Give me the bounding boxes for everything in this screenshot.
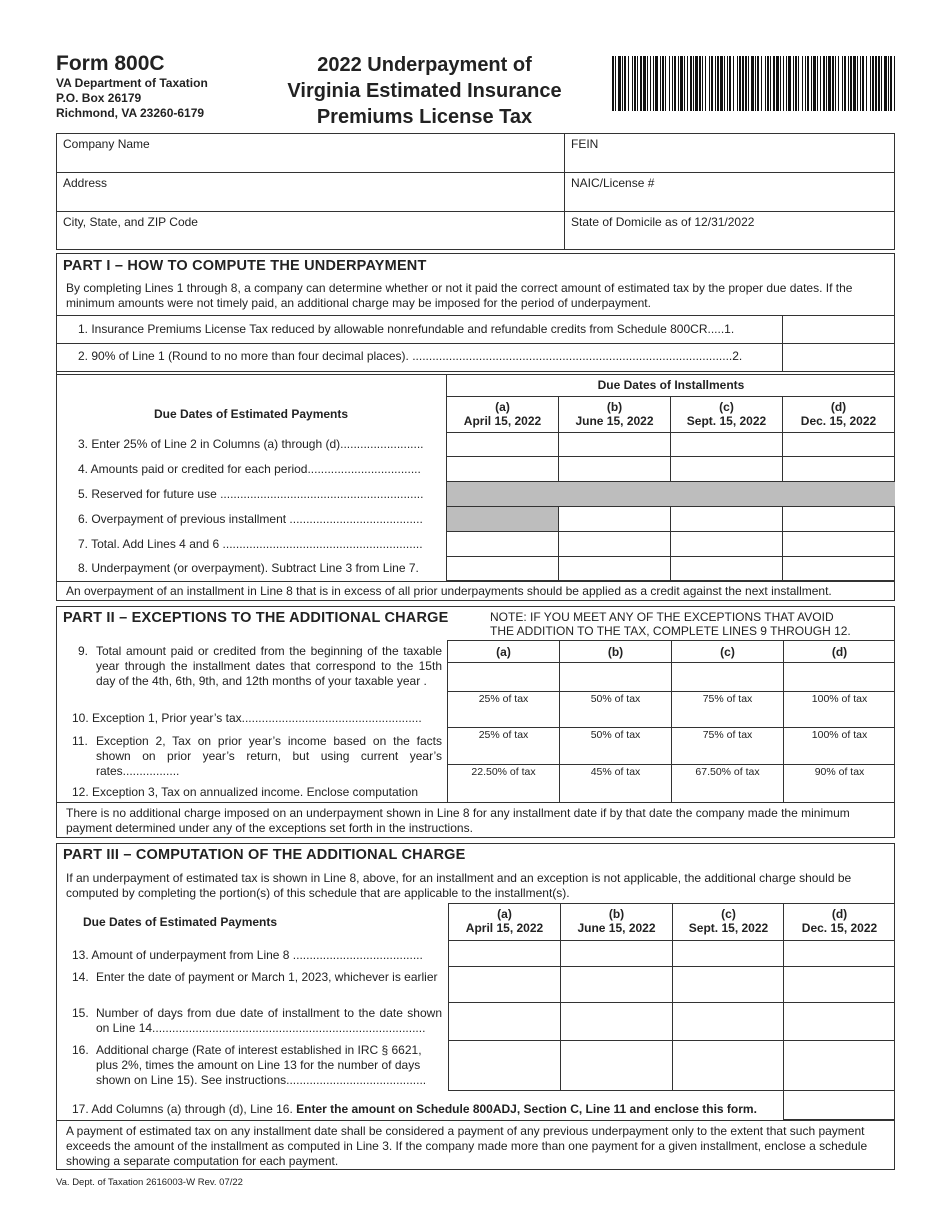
column-letter: (a) [495,400,510,414]
barcode-bar [835,56,836,111]
barcode-bar [695,56,698,111]
barcode-bar [793,56,794,111]
line-16-col-c-input[interactable] [673,1041,783,1090]
company-info-box [56,133,895,250]
part2-column-header-d: (d) [831,645,848,659]
barcode-bar [805,56,806,111]
line-13-col-b-input[interactable] [561,941,671,966]
agency-line-1: VA Department of Taxation [56,76,208,90]
barcode-bar [612,56,614,111]
part2-note [490,610,851,638]
line-3-col-d-input[interactable] [783,432,894,456]
barcode-bar [699,56,701,111]
barcode-bar [720,56,723,111]
column-letter: (a) [497,907,512,921]
part2-column-header-a: (a) [496,645,511,659]
line-3-col-b-input[interactable] [559,432,670,456]
line-9-number: 9. [78,644,89,658]
barcode-image [612,56,895,111]
barcode-bar [813,56,816,111]
line-10-col-a-percent[interactable]: 25% of tax [478,693,529,705]
column-date: Sept. 15, 2022 [688,921,769,935]
line-14-col-d-input[interactable] [784,967,894,1002]
line-7-label: 7. Total. Add Lines 4 and 6 ............................................................ [78,537,423,551]
barcode-bar [780,56,781,111]
column-letter: (c) [721,907,736,921]
line-10-label: 10. Exception 1, Prior year’s tax...................................................... [72,711,422,725]
column-date: Dec. 15, 2022 [801,921,878,935]
barcode-bar [729,56,731,111]
due-dates-installments-header: Due Dates of Installments [597,378,745,392]
line-12-col-b-percent[interactable]: 45% of tax [590,766,641,778]
barcode-bar [643,56,646,111]
part2-note-line-1: NOTE: IF YOU MEET ANY OF THE EXCEPTIONS THAT AVOID [490,610,834,624]
line-2-label: 2. 90% of Line 1 (Round to no more than four decimal places). ................................................................................................2. [78,349,743,363]
barcode-bar [875,56,877,111]
barcode-bar [765,56,766,111]
line-16-label: Additional charge (Rate of interest established in IRC § 6621, plus 2%, times the amount on Line 13 for the number of days shown on Line 15). See instructions.......................................... [96,1043,427,1087]
column-letter: (d) [831,907,848,921]
naic-license-field[interactable]: NAIC/License # [571,176,655,190]
barcode-bar [637,56,638,111]
title-line-3: Premiums License Tax [316,106,533,128]
part3-heading: PART III – COMPUTATION OF THE ADDITIONAL CHARGE [63,847,466,863]
line-15-col-c-input[interactable] [673,1003,783,1040]
barcode-bar [672,56,673,111]
line-16-col-a-input[interactable] [449,1041,559,1090]
line-8-col-b-input[interactable] [559,556,670,580]
line-14-number: 14. [72,970,89,984]
barcode-bar [662,56,664,111]
line-9-label: Total amount paid or credited from the beginning of the taxable year through the installment dates that correspond to the 15th day of the 4th, 6th, 9th, and 12th months of your taxable year . [96,644,442,688]
line-9-col-c-input[interactable] [672,663,783,691]
barcode-bar [773,56,775,111]
barcode-bar [823,56,825,111]
line-4-col-c-input[interactable] [671,457,782,481]
line-3-label: 3. Enter 25% of Line 2 in Columns (a) through (d)......................... [78,437,424,451]
barcode-bar [702,56,703,111]
line-6-col-b-input[interactable] [559,507,670,531]
line-14-col-b-input[interactable] [561,967,671,1002]
fein-field[interactable]: FEIN [571,137,599,151]
barcode-bar [850,56,852,111]
barcode-bar [653,56,654,111]
barcode-bar [640,56,642,111]
barcode-bar [767,56,769,111]
company-name-field[interactable]: Company Name [63,137,150,151]
line-11-col-b-percent[interactable]: 50% of tax [590,729,641,741]
line-11-label: Exception 2, Tax on prior year’s income based on the facts shown on prior year’s return, but using current year’s rates................. [96,734,442,778]
line-17-input[interactable] [783,1090,895,1120]
part1-intro: By completing Lines 1 through 8, a company can determine whether or not it paid the correct amount of estimated tax by the proper due dates. If the minimum amounts were not timely paid, an additional charge may be imposed for the period of underpayment. [66,281,853,310]
line-16-col-d-input[interactable] [784,1041,894,1090]
line-11-col-c-percent[interactable]: 75% of tax [702,729,753,741]
barcode-bar [745,56,747,111]
barcode-bar [862,56,864,111]
barcode-bar [737,56,738,111]
part1-column-header-d [783,400,894,428]
column-letter: (b) [606,400,623,414]
line-1-input[interactable] [782,315,895,344]
barcode-bar [807,56,809,111]
line-8-col-a-input[interactable] [447,556,558,580]
line-9-col-a-input[interactable] [448,663,559,691]
barcode-bar [687,56,688,111]
line-6-col-a-shading [447,507,558,531]
barcode-bar [844,56,846,111]
address-field[interactable]: Address [63,176,108,190]
barcode-bar [715,56,716,111]
part2-footer-note: There is no additional charge imposed on an underpayment shown in Line 8 for any installment date if by that date the company made the minimum payment determined under any of the exceptions set forth in the instructions. [66,806,850,835]
barcode-bar [811,56,812,111]
barcode-bar [647,56,648,111]
barcode-bar [628,56,629,111]
barcode-bar [838,56,839,111]
barcode-bar [884,56,887,111]
line-4-col-b-input[interactable] [559,457,670,481]
line-9-col-d-input[interactable] [784,663,895,691]
barcode-bar [678,56,679,111]
line-6-col-d-input[interactable] [783,507,894,531]
line-10-col-c-percent[interactable]: 75% of tax [702,693,753,705]
barcode-bar [650,56,651,111]
line-17-label [72,1102,757,1117]
line-16-number: 16. [72,1043,89,1057]
barcode-bar [817,56,818,111]
line-6-col-c-input[interactable] [671,507,782,531]
line-8-col-d-input[interactable] [783,556,894,580]
barcode-bar [860,56,861,111]
line-11-col-d-percent[interactable]: 100% of tax [811,729,868,741]
barcode-bar [618,56,621,111]
line-7-col-d-input[interactable] [783,532,894,556]
part1-note: An overpayment of an installment in Line 8 that is in excess of all prior underpayments should be applied as a credit against the next installment. [66,584,832,598]
barcode-bar [866,56,867,111]
barcode-bar [665,56,666,111]
barcode-bar [755,56,756,111]
barcode-bar [857,56,858,111]
barcode-bar [798,56,799,111]
part2-heading: PART II – EXCEPTIONS TO THE ADDITIONAL CHARGE [63,610,449,626]
barcode-bar [634,56,636,111]
line-11-col-a-percent[interactable]: 25% of tax [478,729,529,741]
line-9-col-b-input[interactable] [560,663,671,691]
barcode-bar [733,56,734,111]
line-3-col-a-input[interactable] [447,432,558,456]
line-2-input[interactable] [782,343,895,372]
barcode-bar [881,56,882,111]
line-6-label: 6. Overpayment of previous installment ........................................ [78,512,423,526]
barcode-bar [669,56,670,111]
line-1-label: 1. Insurance Premiums License Tax reduced by allowable nonrefundable and refundable credits from Schedule 800CR.....1. [78,322,735,336]
part3-column-header-d [784,907,895,935]
barcode-bar [622,56,623,111]
line-4-col-d-input[interactable] [783,457,894,481]
line-8-col-c-input[interactable] [671,556,782,580]
column-date: April 15, 2022 [465,921,544,935]
line-13-label: 13. Amount of underpayment from Line 8 ....................................... [72,948,423,962]
part3-intro: If an underpayment of estimated tax is shown in Line 8, above, for an installment and an exception is not applicable, the additional charge should be computed by completing the portion(s) of this schedule that are applicable to the installment(s). [66,871,852,900]
column-date: April 15, 2022 [463,414,542,428]
barcode-bar [848,56,849,111]
line-4-label: 4. Amounts paid or credited for each period.................................. [78,462,421,476]
title-line-2: Virginia Estimated Insurance [287,80,562,102]
barcode-bar [878,56,880,111]
barcode-bar [742,56,744,111]
barcode-bar [705,56,706,111]
barcode-bar [757,56,759,111]
barcode-bar [632,56,633,111]
barcode-bar [761,56,762,111]
part3-footer-note: A payment of estimated tax on any installment date shall be considered a payment of any previous underpayment only to the extent that such payment exceeds the amount of the installment as computed in Line 3. If the company made more than one payment for a given installment, enclose a schedule showing a separate computation for each payment. [66,1124,868,1168]
title-line-1: 2022 Underpayment of [317,54,532,76]
line-7-col-c-input[interactable] [671,532,782,556]
barcode-bar [690,56,692,111]
barcode-bar [655,56,658,111]
barcode-bar [870,56,871,111]
line-10-col-d-percent[interactable]: 100% of tax [811,693,868,705]
line-15-label: Number of days from due date of installment to the date shown on Line 14.................................................................................. [96,1006,442,1035]
line-10-col-b-percent[interactable]: 50% of tax [590,693,641,705]
line-11-number: 11. [72,734,88,748]
barcode-bar [709,56,710,111]
city-state-zip-field[interactable]: City, State, and ZIP Code [63,215,198,229]
line-14-col-c-input[interactable] [673,967,783,1002]
line-16-col-b-input[interactable] [561,1041,671,1090]
barcode-bar [888,56,889,111]
part1-column-header-a [447,400,558,428]
line-17-text: 17. Add Columns (a) through (d), Line 16. [72,1102,297,1116]
line-17-instruction: Enter the amount on Schedule 800ADJ, Section C, Line 11 and enclose this form. [296,1102,757,1116]
line-3-col-c-input[interactable] [671,432,782,456]
line-12-col-d-percent[interactable]: 90% of tax [814,766,865,778]
part1-column-header-c [671,400,782,428]
part3-column-header-c [673,907,784,935]
part3-column-header-b [561,907,672,935]
barcode-bar [820,56,821,111]
line-15-number: 15. [72,1006,89,1020]
barcode-bar [788,56,791,111]
barcode-bar [684,56,685,111]
form-number: Form 800C [56,52,165,75]
column-letter: (b) [608,907,625,921]
line-5-reserved-shading [447,482,895,506]
barcode-bar [872,56,874,111]
part2-column-header-c: (c) [720,645,735,659]
barcode-bar [674,56,676,111]
barcode-bar [727,56,728,111]
line-13-col-c-input[interactable] [673,941,783,966]
line-13-col-a-input[interactable] [449,941,559,966]
barcode-bar [739,56,741,111]
barcode-bar [748,56,749,111]
barcode-bar [853,56,856,111]
line-12-label: 12. Exception 3, Tax on annualized income. Enclose computation [72,785,418,799]
barcode-bar [894,56,895,111]
column-letter: (c) [719,400,734,414]
barcode-bar [826,56,827,111]
barcode-bar [795,56,797,111]
barcode-bar [890,56,892,111]
line-14-label: Enter the date of payment or March 1, 2023, whichever is earlier [96,970,438,984]
barcode-bar [832,56,834,111]
line-15-col-d-input[interactable] [784,1003,894,1040]
barcode-bar [660,56,661,111]
agency-line-3: Richmond, VA 23260-6179 [56,106,205,120]
line-13-col-d-input[interactable] [784,941,894,966]
barcode-bar [783,56,784,111]
line-12-col-a-percent[interactable]: 22.50% of tax [471,766,536,778]
barcode-bar [802,56,803,111]
agency-line-2: P.O. Box 26179 [56,91,142,105]
column-letter: (d) [830,400,847,414]
barcode-bar [786,56,787,111]
line-14-col-a-input[interactable] [449,967,559,1002]
part1-column-header-b [559,400,670,428]
barcode-bar [751,56,754,111]
line-5-label: 5. Reserved for future use ............................................................. [78,487,424,501]
form-footer: Va. Dept. of Taxation 2616003-W Rev. 07/22 [56,1177,243,1188]
agency-address [56,76,208,121]
line-7-col-a-input[interactable] [447,532,558,556]
barcode-bar [717,56,719,111]
barcode-bar [624,56,626,111]
line-8-label: 8. Underpayment (or overpayment). Subtract Line 3 from Line 7. [78,561,419,575]
part3-column-header-a [449,907,560,935]
barcode-bar [693,56,694,111]
barcode-bar [711,56,713,111]
line-15-col-a-input[interactable] [449,1003,559,1040]
column-date: Sept. 15, 2022 [686,414,767,428]
line-15-col-b-input[interactable] [561,1003,671,1040]
part1-heading: PART I – HOW TO COMPUTE THE UNDERPAYMENT [63,258,427,274]
barcode-bar [724,56,725,111]
column-date: Dec. 15, 2022 [800,414,877,428]
barcode-bar [776,56,779,111]
part3-row-header: Due Dates of Estimated Payments [82,915,278,929]
column-date: June 15, 2022 [575,414,654,428]
line-7-col-b-input[interactable] [559,532,670,556]
barcode-bar [680,56,683,111]
line-12-col-c-percent[interactable]: 67.50% of tax [695,766,760,778]
barcode-bar [842,56,843,111]
part2-note-line-2: THE ADDITION TO THE TAX, COMPLETE LINES 9 THROUGH 12. [490,624,851,638]
column-date: June 15, 2022 [577,921,656,935]
state-of-domicile-field[interactable]: State of Domicile as of 12/31/2022 [571,215,755,229]
barcode-bar [770,56,771,111]
part1-row-header: Due Dates of Estimated Payments [153,407,349,421]
barcode-bar [828,56,831,111]
line-4-col-a-input[interactable] [447,457,558,481]
barcode-bar [615,56,616,111]
form-title [262,52,587,130]
part2-column-header-b: (b) [607,645,624,659]
